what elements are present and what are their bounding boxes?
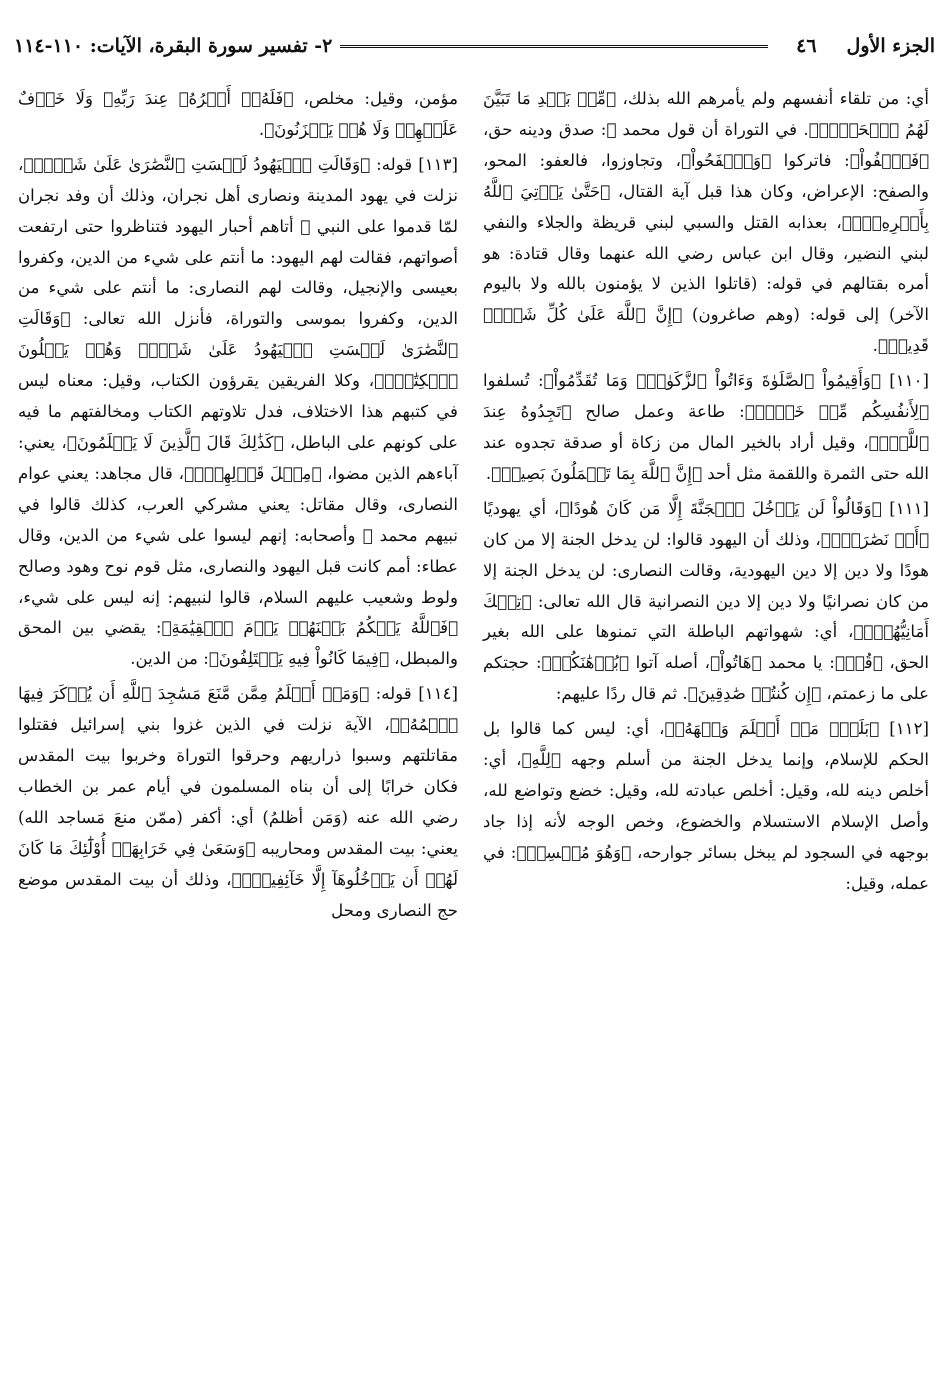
paragraph: [١١٠] ﴿وَأَقِيمُواْ ٱلصَّلَوٰةَ وَءَاتُواْ ٱلزَّكَوٰةَۚ وَمَا تُقَدِّمُواْ﴾: تُسلفوا ﴿لِأَنفُسِكُم مِّنۡ خَيۡرٖ﴾: طاعة وعمل صالح ﴿تَجِدُوهُ عِندَ ٱللَّهِۗ﴾، وقيل أراد بالخير المال من زكاة أو صدقة تجدوه عند الله حتى الثمرة واللقمة مثل أحد ﴿إِنَّ ٱللَّهَ بِمَا تَعۡمَلُونَ بَصِيرٞ﴾. (483, 371, 929, 483)
paragraph: [١١٣] قوله: ﴿وَقَالَتِ ٱلۡيَهُودُ لَيۡسَتِ ٱلنَّصَٰرَىٰ عَلَىٰ شَيۡءٖ﴾، نزلت في يهود المدينة ونصارى أهل نجران، وذلك أن وفد نجران لمّا قدموا على النبي ﷺ أتاهم أحبار اليهود فتناظروا حتى ارتفعت أصواتهم، فقالت لهم اليهود: ما أنتم على شيء من الدين، وكفروا بعيسى والإنجيل، وقالت لهم النصارى: ما أنتم على شيء من الدين، وكفروا بموسى والتوراة، فأنزل الله تعالى: ﴿وَقَالَتِ ٱلنَّصَٰرَىٰ لَيۡسَتِ ٱلۡيَهُودُ عَلَىٰ شَيۡءٖ وَهُمۡ يَتۡلُونَ ٱلۡكِتَٰبَۗ﴾، وكلا الفريقين يقرؤون الكتاب، وقيل: معناه ليس في كتبهم هذا الاختلاف، فدل تلاوتهم الكتاب ومخالفتهم ما فيه على كونهم على الباطل، ﴿كَذَٰلِكَ قَالَ ٱلَّذِينَ لَا يَعۡلَمُونَ﴾، يعني: آباءهم الذين مضوا، ﴿مِثۡلَ قَوۡلِهِمۡۚ﴾، قال مجاهد: يعني عوام النصارى، وقال مقاتل: يعني مشركي العرب، كذلك قالوا في نبيهم محمد ﷺ وأصحابه: إنهم ليسوا على شيء من الدين، وقال عطاء: أمم كانت قبل اليهود والنصارى، مثل قوم نوح وهود وصالح ولوط وشعيب عليهم السلام، قالوا لنبيهم: إنه ليس على شيء، ﴿فَٱللَّهُ يَحۡكُمُ بَيۡنَهُمۡ يَوۡمَ ٱلۡقِيَٰمَةِ﴾: يقضي بين المحق والمبطل، ﴿فِيمَا كَانُواْ فِيهِ يَخۡتَلِفُونَ﴾: من الدين. (18, 154, 458, 669)
paragraph: [١١٢] ﴿بَلَىٰۚ مَنۡ أَسۡلَمَ وَجۡهَهُۥ﴾، أي: ليس كما قالوا بل الحكم للإسلام، وإنما يدخل الجنة من أسلم وجهه ﴿لِلَّهِ﴾، أي: أخلص دينه لله، وقيل: أخلص عبادته لله، وقيل: خضع وتواضع لله، وأصل الإسلام الاستسلام والخضوع، وخص الوجه لأنه إذا جاد بوجهه في السجود لم يبخل بسائر جوارحه، ﴿وَهُوَ مُحۡسِنٞ﴾: في عمله، وقيل: (483, 719, 929, 893)
paragraph: أي: من تلقاء أنفسهم ولم يأمرهم الله بذلك، ﴿مِّنۢ بَعۡدِ مَا تَبَيَّنَ لَهُمُ ٱلۡحَقُّۖ﴾. في التوراة أن قول محمد ﷺ: صدق ودينه حق، ﴿فَٱعۡفُواْ﴾: فاتركوا ﴿وَٱصۡفَحُواْ﴾، وتجاوزوا، فالعفو: المحو، والصفح: الإعراض، وكان هذا قبل آية القتال، ﴿حَتَّىٰ يَأۡتِيَ ٱللَّهُ بِأَمۡرِهِۦٓۗ﴾، بعذابه القتل والسبي لبني قريظة والجلاء والنفي لبني النضير، وقال ابن عباس رضي الله عنهما وقال قتادة: هو أمره بقتالهم في قوله: (قاتلوا الذين لا يؤمنون بالله ولا باليوم الآخر) إلى قوله: (وهم صاغرون) ﴿إِنَّ ٱللَّهَ عَلَىٰ كُلِّ شَيۡءٖ قَدِيرٞ﴾. (483, 89, 929, 356)
paragraph: مؤمن، وقيل: مخلص، ﴿فَلَهُۥٓ أَجۡرُهُۥ عِندَ رَبِّهِۦ وَلَا خَوۡفٌ عَلَيۡهِمۡ وَلَا هُمۡ يَحۡزَنُونَ﴾. (18, 89, 458, 139)
right-column (483, 84, 929, 900)
page-number: ٤٦ (796, 35, 817, 57)
paragraph: [١١٤] قوله: ﴿وَمَنۡ أَظۡلَمُ مِمَّن مَّنَعَ مَسَٰجِدَ ٱللَّهِ أَن يُذۡكَرَ فِيهَا ٱسۡمُهُۥ﴾، الآية نزلت في الذين غزوا بني إسرائيل فقتلوا مقاتلتهم وسبوا ذراريهم وحرقوا التوراة وخربوا بيت المقدس فكان خرابًا إلى أن بناه المسلمون في أيام عمر بن الخطاب رضي الله عنه (وَمَن أظلمُ) أي: أكفر (ممّن منعَ مَساجد الله) يعني: بيت المقدس ومحاريبه ﴿وَسَعَىٰ فِي خَرَابِهَآۚ أُوْلَٰٓئِكَ مَا كَانَ لَهُمۡ أَن يَدۡخُلُوهَآ إِلَّا خَآئِفِينَۚ﴾، وذلك أن بيت المقدس موضع حج النصارى ومحل (18, 684, 458, 920)
part-title: الجزء الأول (846, 35, 935, 57)
paragraph: [١١١] ﴿وَقَالُواْ لَن يَدۡخُلَ ٱلۡجَنَّةَ إِلَّا مَن كَانَ هُودًا﴾، أي يهوديًا ﴿أَوۡ نَصَٰرَىٰۗ﴾، وذلك أن اليهود قالوا: لن يدخل الجنة إلا من كان هودًا ولا دين إلا دين اليهودية، وقالت النصارى: لن يدخل الجنة إلا من كان نصرانيًا ولا دين إلا دين النصرانية قال الله تعالى: ﴿تِلۡكَ أَمَانِيُّهُمۡۗ﴾، أي: شهواتهم الباطلة التي تمنوها على الله بغير الحق، ﴿قُلۡ﴾: يا محمد ﴿هَاتُواْ﴾، أصله آتوا ﴿بُرۡهَٰنَكُمۡ﴾: حجتكم على ما زعمتم، ﴿إِن كُنتُمۡ صَٰدِقِينَ﴾. ثم قال ردًا عليهم: (483, 498, 929, 704)
page-header (14, 28, 935, 64)
section-title: ٢- تفسير سورة البقرة، الآيات: ١١٠-١١٤ (14, 35, 333, 57)
header-rule (340, 45, 768, 48)
left-column (18, 84, 458, 926)
